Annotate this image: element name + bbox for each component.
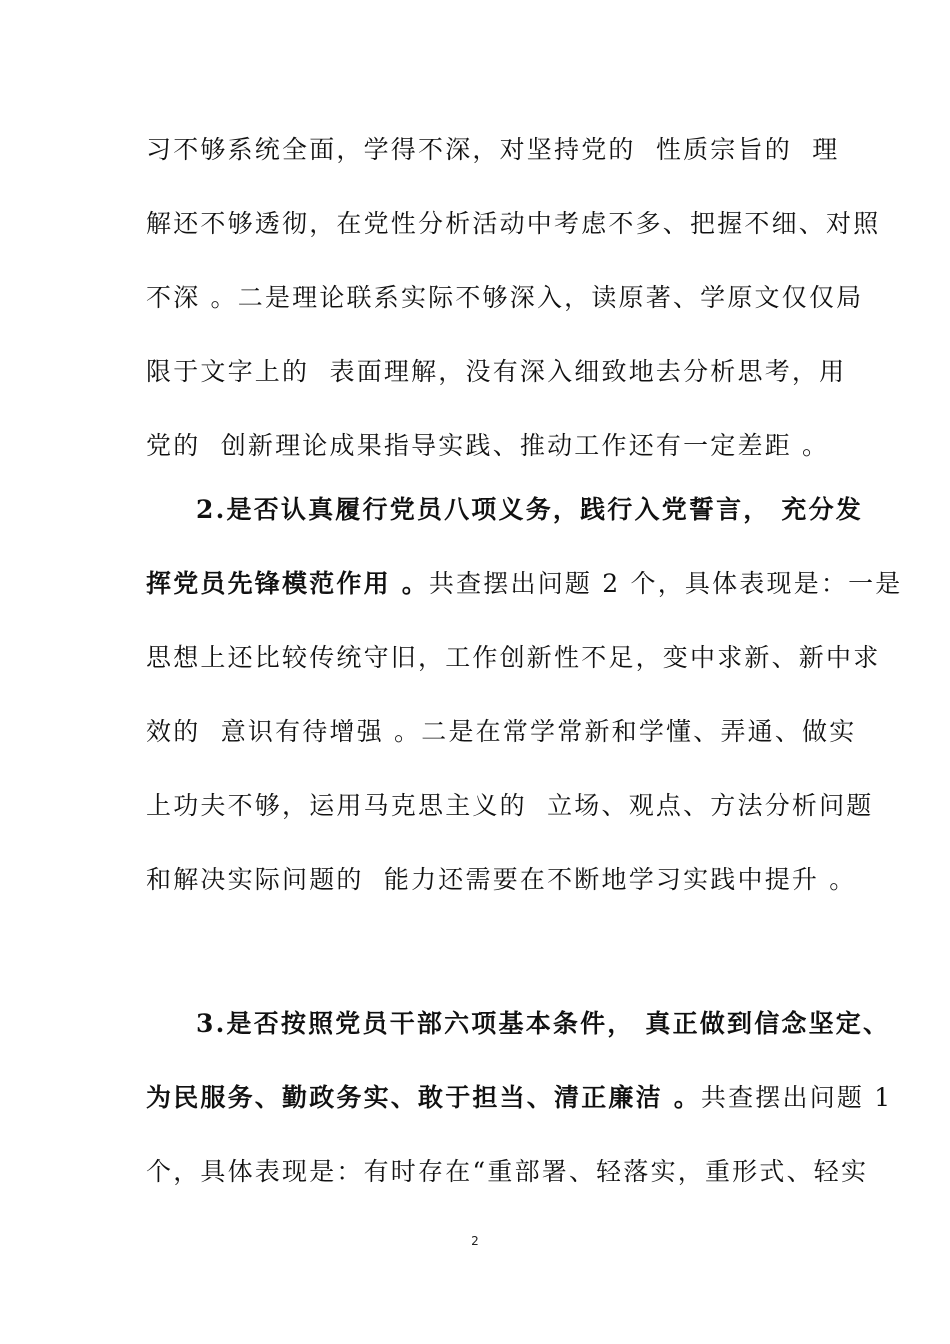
- page-number: 2: [471, 1234, 479, 1248]
- paragraph-line-3: 不深 。二是理论联系实际不够深入，读原著、学原文仅仅局: [146, 283, 864, 312]
- paragraph-line-5: 党的 创新理论成果指导实践、推动工作还有一定差距 。: [146, 431, 830, 460]
- section-heading-3: 3.是否按照党员干部六项基本条件， 真正做到信念坚定、: [196, 1009, 891, 1038]
- paragraph-line-10: 上功夫不够，运用马克思主义的 立场、观点、方法分析问题: [146, 791, 874, 820]
- paragraph-line-11: 和解决实际问题的 能力还需要在不断地学习实践中提升 。: [146, 865, 857, 894]
- paragraph-line-2: 解还不够透彻，在党性分析活动中考虑不多、把握不细、对照: [146, 209, 881, 238]
- section-heading-3-continued: [146, 1081, 893, 1115]
- paragraph-line-9: 效的 意识有待增强 。二是在常学常新和学懂、弄通、做实: [146, 717, 857, 746]
- section-heading-2: 2.是否认真履行党员八项义务，践行入党誓言， 充分发: [196, 495, 864, 524]
- paragraph-line-1: 习不够系统全面，学得不深，对坚持党的 性质宗旨的 理: [146, 135, 840, 164]
- section-2-body-start: 共查摆出问题 2 个，具体表现是：一是: [428, 569, 903, 598]
- section-3-body-start: 共查摆出问题 1: [700, 1083, 893, 1112]
- paragraph-line-4: 限于文字上的 表面理解，没有深入细致地去分析思考，用: [146, 357, 847, 386]
- paragraph-line-8: 思想上还比较传统守旧，工作创新性不足，变中求新、新中求: [146, 643, 881, 672]
- section-heading-3-tail: 为民服务、勤政务实、敢于担当、清正廉洁 。: [146, 1083, 701, 1112]
- section-heading-2-continued: [146, 567, 903, 601]
- section-heading-2-tail: 挥党员先锋模范作用 。: [146, 569, 429, 598]
- paragraph-line-14: 个，具体表现是：有时存在“重部署、轻落实，重形式、轻实: [146, 1157, 869, 1186]
